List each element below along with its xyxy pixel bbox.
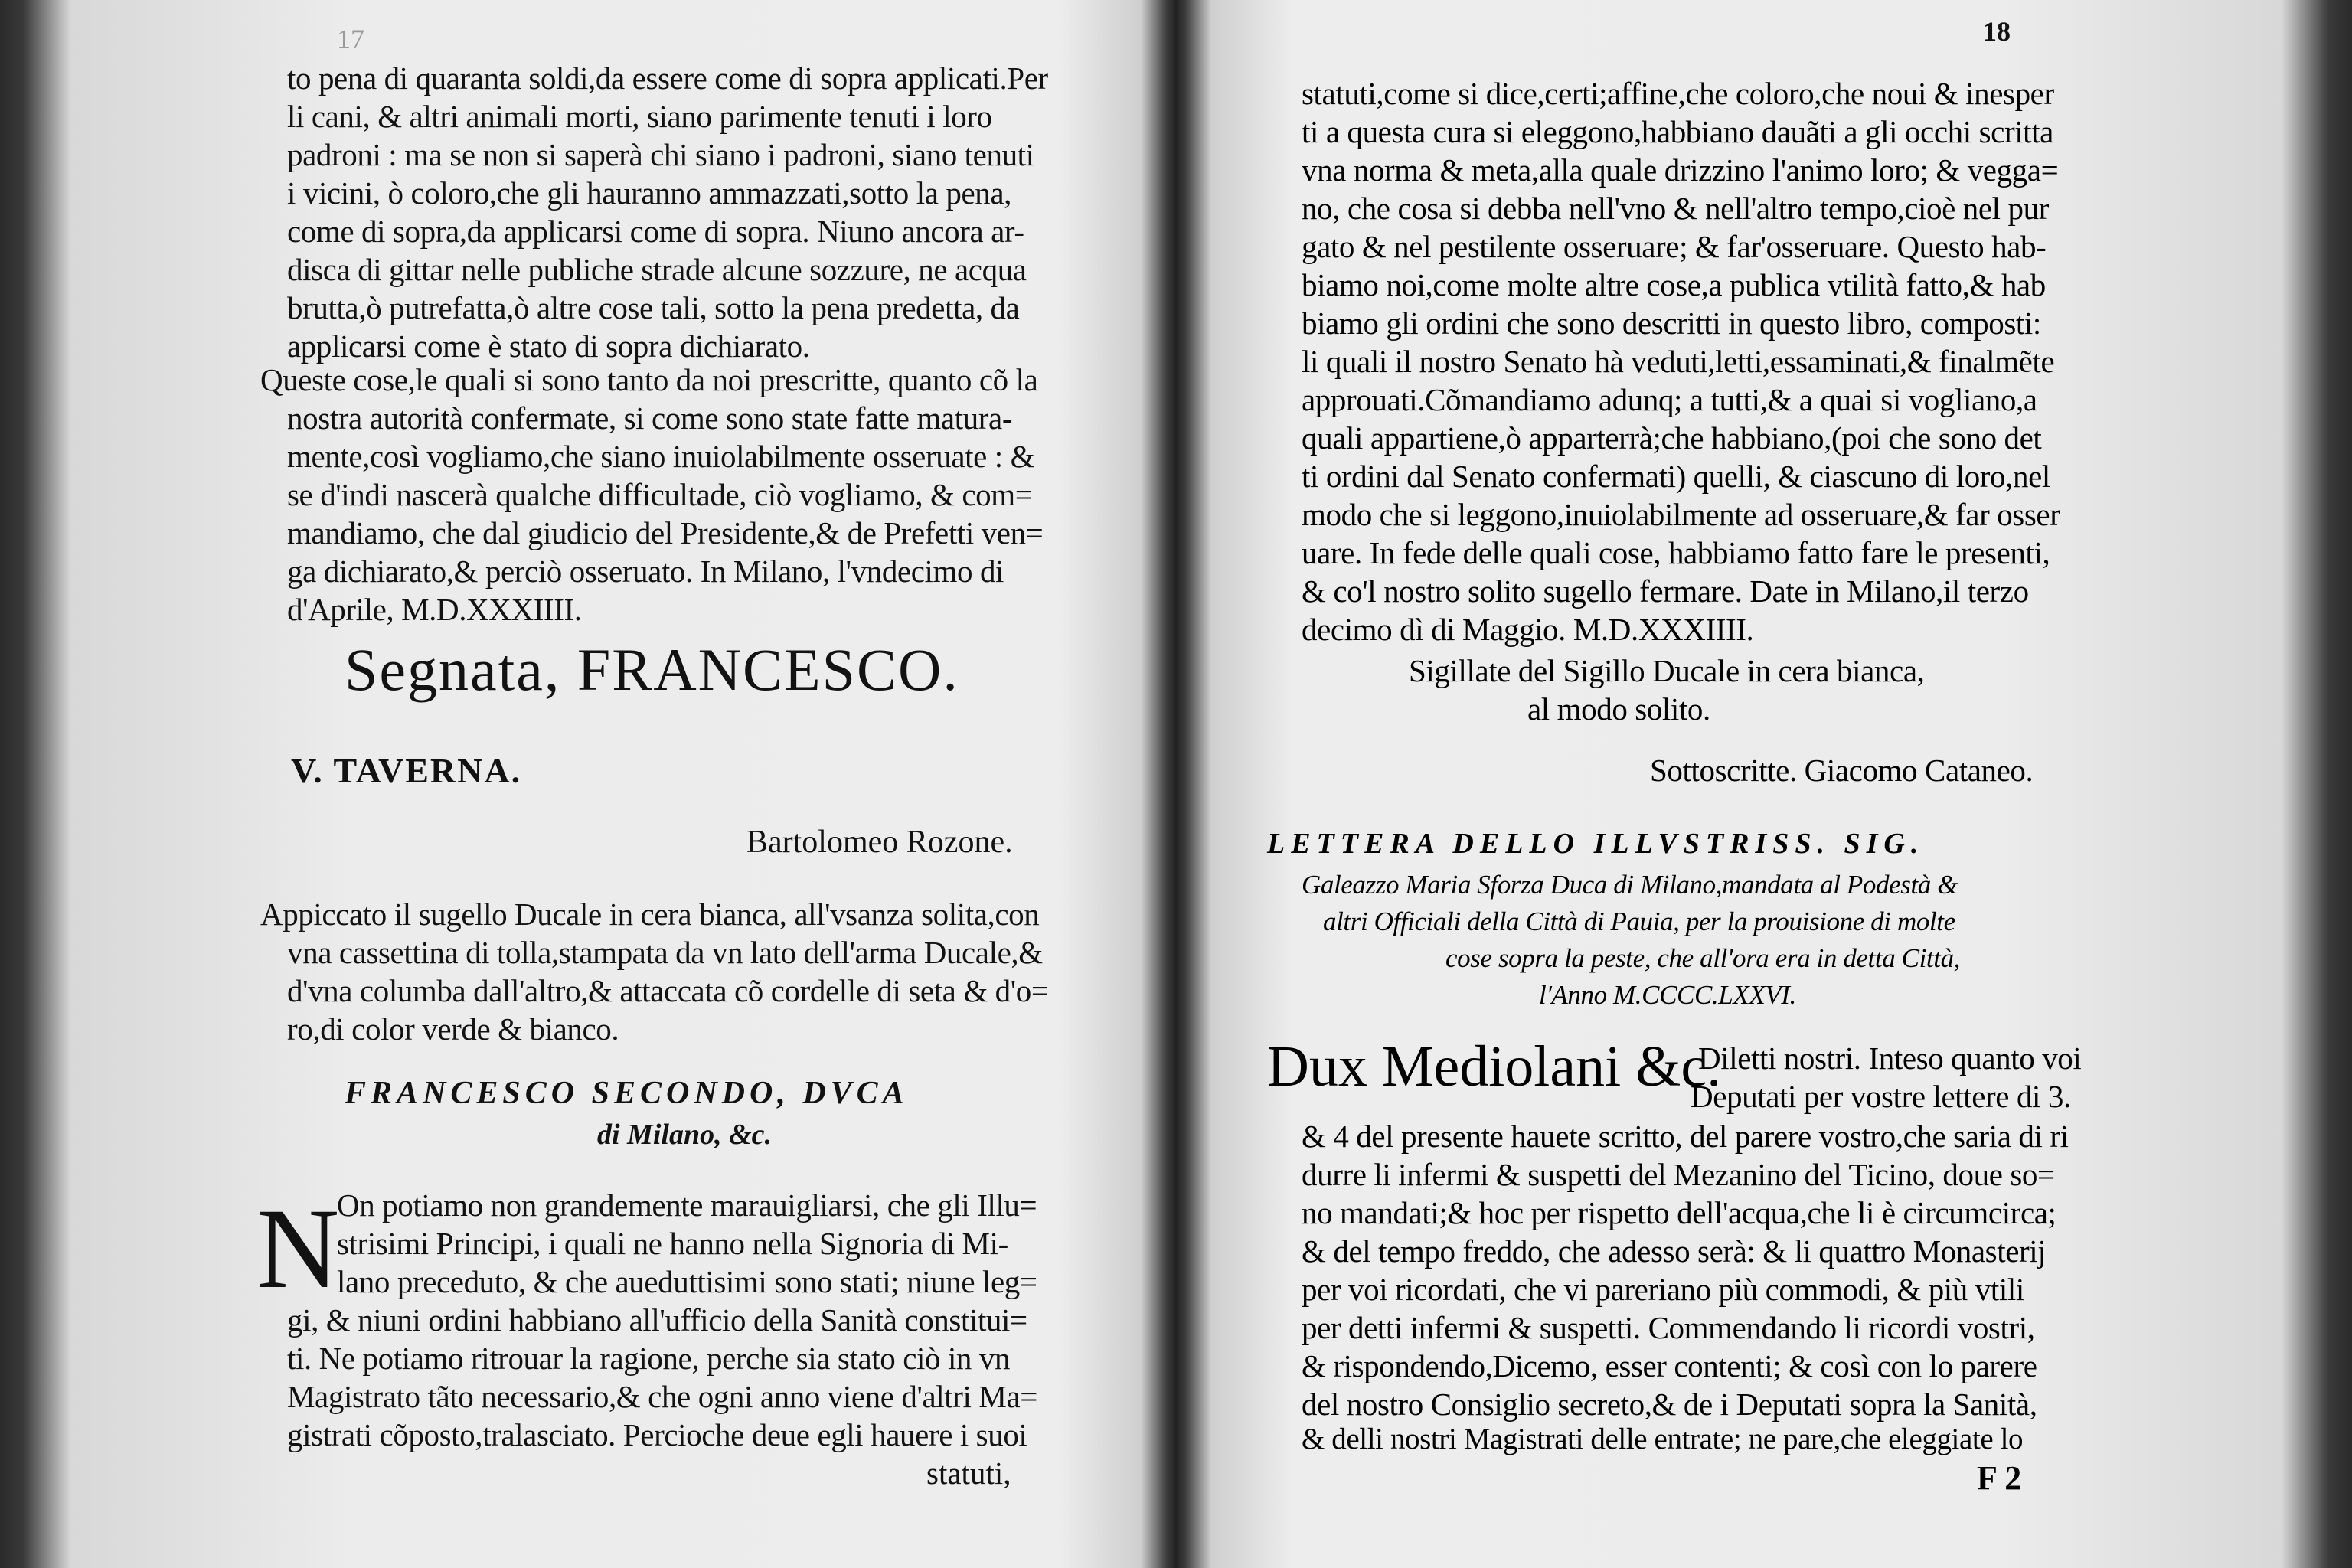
dux-mediolani: Dux Mediolani &c. (1267, 1034, 1722, 1099)
right-body-line: vna norma & meta,alla quale drizzino l'animo loro; & vegga= (1302, 152, 2059, 188)
final-line: strisimi Principi, i quali ne hanno nella Signoria di Mi- (337, 1226, 1008, 1261)
paragraph-line: d'Aprile, M.D.XXXIIII. (287, 592, 582, 627)
right-body-line: ti ordini dal Senato confermati) quelli, & ciascuno di loro,nel (1302, 459, 2050, 494)
right-body-line: modo che si leggono,inuiolabilmente ad osseruare,& far osser (1302, 497, 2060, 532)
paragraph-line: nostra autorità confermate, si come sono state fatte matura- (287, 400, 1013, 436)
letter-body-line: per voi ricordati, che vi pareriano più commodi, & più vtili (1302, 1272, 2024, 1307)
right-body-line: statuti,come si dice,certi;affine,che coloro,che noui & inesper (1302, 76, 2054, 111)
final-line: lano preceduto, & che aueduttisimi sono stati; niune leg= (337, 1264, 1037, 1299)
letter-body-line: & delli nostri Magistrati delle entrate; ne pare,che eleggiate lo (1302, 1423, 2024, 1455)
body-line: padroni : ma se non si saperà chi siano i padroni, siano tenuti (287, 137, 1034, 172)
letter-opening: Deputati per vostre lettere di 3. (1690, 1079, 2071, 1114)
right-body-line: gato & nel pestilente osseruare; & far'osseruare. Questo hab- (1302, 229, 2047, 264)
body-line: i vicini, ò coloro,che gli hauranno ammazzati,sotto la pena, (287, 175, 1012, 211)
left-page-number: 17 (337, 24, 364, 54)
signature-francesco: Segnata, FRANCESCO. (345, 636, 959, 703)
right-body-line: & co'l nostro solito sugello fermare. Date in Milano,il terzo (1302, 573, 2029, 609)
decree-heading: FRANCESCO SECONDO, DVCA (345, 1076, 909, 1111)
body-line: brutta,ò putrefatta,ò altre cose tali, sotto la pena predetta, da (287, 290, 1020, 325)
countersign-taverna: V. TAVERNA. (291, 751, 522, 790)
final-line: On potiamo non grandemente marauigliarsi, che gli Illu= (337, 1187, 1037, 1223)
final-line: ti. Ne potiamo ritrouar la ragione, perche sia stato ciò in vn (287, 1341, 1011, 1376)
letter-heading: LETTERA DELLO ILLVSTRISS. SIG. (1267, 828, 1925, 860)
letter-body-line: & rispondendo,Dicemo, esser contenti; & così con lo parere (1302, 1348, 2037, 1383)
right-body-line: biamo noi,come molte altre cose,a publica vtilità fatto,& hab (1302, 267, 2046, 302)
right-body-line: biamo gli ordini che sono descritti in questo libro, composti: (1302, 305, 2041, 341)
right-body-line: ti a questa cura si eleggono,habbiano dauãti a gli occhi scritta (1302, 114, 2053, 149)
right-body-line: approuati.Cõmandiamo adunq; a tutti,& a quai si vogliano,a (1302, 382, 2037, 417)
right-body-line: decimo dì di Maggio. M.D.XXXIIII. (1302, 612, 1754, 647)
final-line: gistrati cõposto,tralasciato. Percioche deue egli hauere i suoi (287, 1417, 1027, 1452)
seal-line: d'vna columba dall'altro,& attaccata cõ cordelle di seta & d'o= (287, 973, 1049, 1008)
letter-body-line: per detti infermi & suspetti. Commendando li ricordi vostri, (1302, 1310, 2035, 1345)
signature-mark: F 2 (1977, 1459, 2022, 1497)
decree-subheading: di Milano, &c. (597, 1119, 773, 1151)
paragraph-line: se d'indi nascerà qualche difficultade, ciò vogliamo, & com= (287, 477, 1033, 512)
right-body-line: no, che cosa si debba nell'vno & nell'altro tempo,cioè nel pur (1302, 191, 2049, 226)
letter-opening: Diletti nostri. Inteso quanto voi (1698, 1040, 2082, 1076)
left-page (0, 0, 1164, 1568)
paragraph-line: mandiamo, che dal giudicio del Presidente,& de Prefetti ven= (287, 515, 1044, 550)
right-body-line: quali appartiene,ò apparterrà;che habbiano,(poi che sono det (1302, 420, 2042, 456)
body-line: come di sopra,da applicarsi come di sopra. Niuno ancora ar- (287, 214, 1024, 249)
right-body-line: uare. In fede delle quali cose, habbiamo fatto fare le presenti, (1302, 535, 2050, 570)
seal-line: ro,di color verde & bianco. (287, 1011, 619, 1047)
seal-line: vna cassettina di tolla,stampata da vn lato dell'arma Ducale,& (287, 935, 1043, 970)
letter-body-line: & del tempo freddo, che adesso serà: & li quattro Monasterij (1302, 1233, 2047, 1269)
body-line: applicarsi come è stato di sopra dichiarato. (287, 328, 810, 364)
letter-subheading: altri Officiali della Città di Pauia, per la prouisione di molte (1323, 906, 1955, 936)
paragraph-line: Queste cose,le quali si sono tanto da noi prescritte, quanto cõ la (260, 362, 1038, 397)
seal-note: al modo solito. (1527, 691, 1710, 727)
body-line: li cani, & altri animali morti, siano parimente tenuti i loro (287, 99, 992, 134)
secretary-name: Bartolomeo Rozone. (746, 825, 1013, 860)
drop-capital: N (256, 1185, 340, 1312)
letter-body-line: durre li infermi & suspetti del Mezanino del Ticino, doue so= (1302, 1157, 2055, 1192)
right-body-line: li quali il nostro Senato hà veduti,letti,essaminati,& finalmẽte (1302, 344, 2055, 379)
final-line: Magistrato tãto necessario,& che ogni anno viene d'altri Ma= (287, 1379, 1037, 1414)
right-page-number: 18 (1983, 16, 2011, 47)
catchword: statuti, (926, 1455, 1011, 1491)
body-line: disca di gittar nelle publiche strade alcune sozzure, ne acqua (287, 252, 1027, 287)
letter-subheading: l'Anno M.CCCC.LXXVI. (1539, 980, 1796, 1010)
paragraph-line: ga dichiarato,& perciò osseruato. In Milano, l'vndecimo di (287, 554, 1004, 589)
seal-line: Appiccato il sugello Ducale in cera bianca, all'vsanza solita,con (260, 897, 1040, 932)
seal-note: Sigillate del Sigillo Ducale in cera bianca, (1409, 653, 1925, 688)
subscribed-by: Sottoscritte. Giacomo Cataneo. (1650, 753, 2034, 788)
body-line: to pena di quaranta soldi,da essere come di sopra applicati.Per (287, 60, 1048, 96)
final-line: gi, & niuni ordini habbiano all'ufficio della Sanità constitui= (287, 1302, 1027, 1338)
letter-subheading: cose sopra la peste, che all'ora era in detta Città, (1446, 943, 1961, 973)
letter-subheading: Galeazzo Maria Sforza Duca di Milano,mandata al Podestà & (1302, 870, 1958, 900)
letter-body-line: & 4 del presente hauete scritto, del parere vostro,che saria di ri (1302, 1119, 2069, 1154)
letter-body-line: no mandati;& hoc per rispetto dell'acqua,che li è circumcirca; (1302, 1195, 2056, 1230)
letter-body-line: del nostro Consiglio secreto,& de i Deputati sopra la Sanità, (1302, 1387, 2037, 1422)
paragraph-line: mente,così vogliamo,che siano inuiolabilmente osseruate : & (287, 439, 1035, 474)
